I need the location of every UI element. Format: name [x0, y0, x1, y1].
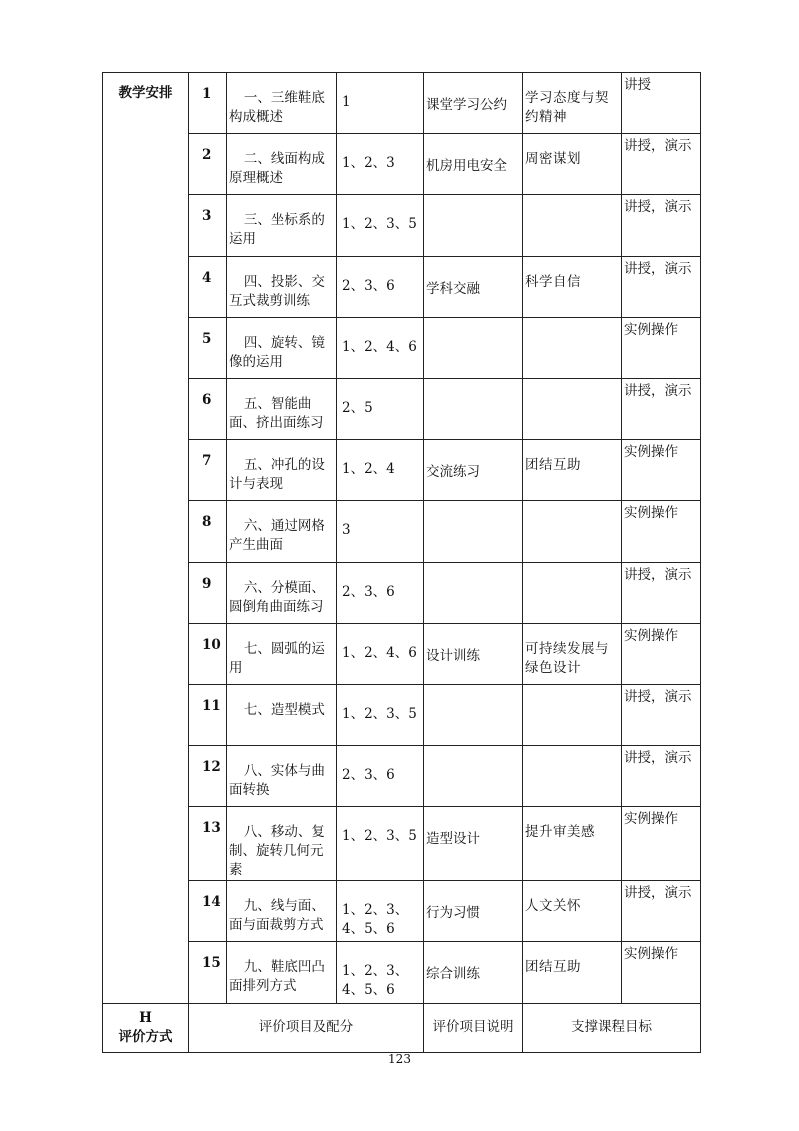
row-value [523, 317, 622, 378]
evaluation-support-header: 支撑课程目标 [523, 1003, 701, 1052]
row-number: 4 [189, 256, 227, 317]
row-ideology: 课堂学习公约 [424, 73, 523, 134]
row-ideology [424, 195, 523, 256]
row-method: 实例操作 [622, 440, 701, 501]
row-topic: 三、坐标系的运用 [227, 195, 337, 256]
row-number: 9 [189, 562, 227, 623]
table-row [103, 746, 701, 807]
row-ideology: 设计训练 [424, 623, 523, 684]
row-value: 团结互助 [523, 440, 622, 501]
row-targets: 1、2、3、4、5、6 [337, 942, 424, 1003]
table-row [103, 256, 701, 317]
row-ideology: 交流练习 [424, 440, 523, 501]
row-number: 12 [189, 746, 227, 807]
row-topic: 八、实体与曲面转换 [227, 746, 337, 807]
row-number: 2 [189, 134, 227, 195]
row-ideology: 行为习惯 [424, 881, 523, 942]
table-row [103, 623, 701, 684]
row-number: 8 [189, 501, 227, 562]
row-topic: 四、旋转、镜像的运用 [227, 317, 337, 378]
table-row [103, 134, 701, 195]
row-value: 提升审美感 [523, 807, 622, 881]
row-method: 讲授，演示 [622, 195, 701, 256]
table-row [103, 73, 701, 134]
row-ideology [424, 684, 523, 745]
row-value [523, 562, 622, 623]
row-method: 讲授，演示 [622, 256, 701, 317]
row-targets: 1、2、3、5 [337, 195, 424, 256]
row-topic: 一、三维鞋底构成概述 [227, 73, 337, 134]
row-value: 科学自信 [523, 256, 622, 317]
row-ideology: 机房用电安全 [424, 134, 523, 195]
row-number: 14 [189, 881, 227, 942]
row-value: 可持续发展与绿色设计 [523, 623, 622, 684]
row-topic: 九、线与面、面与面裁剪方式 [227, 881, 337, 942]
row-method: 讲授，演示 [622, 881, 701, 942]
table-row [103, 807, 701, 881]
row-value: 学习态度与契约精神 [523, 73, 622, 134]
table-row [103, 317, 701, 378]
row-value [523, 746, 622, 807]
row-number: 10 [189, 623, 227, 684]
row-method: 讲授 [622, 73, 701, 134]
row-method: 讲授，演示 [622, 378, 701, 439]
row-number: 1 [189, 73, 227, 134]
row-ideology [424, 378, 523, 439]
row-number: 11 [189, 684, 227, 745]
row-ideology [424, 317, 523, 378]
row-value [523, 378, 622, 439]
row-method: 实例操作 [622, 501, 701, 562]
row-value: 人文关怀 [523, 881, 622, 942]
row-topic: 五、冲孔的设计与表现 [227, 440, 337, 501]
evaluation-section-label [103, 1003, 189, 1052]
row-method: 讲授，演示 [622, 562, 701, 623]
row-number: 7 [189, 440, 227, 501]
table-row [103, 440, 701, 501]
row-value: 团结互助 [523, 942, 622, 1003]
row-value [523, 684, 622, 745]
row-ideology: 学科交融 [424, 256, 523, 317]
row-method: 讲授，演示 [622, 684, 701, 745]
row-targets: 2、3、6 [337, 746, 424, 807]
row-ideology: 造型设计 [424, 807, 523, 881]
row-targets: 2、3、6 [337, 256, 424, 317]
row-value [523, 501, 622, 562]
row-targets: 1、2、3、5 [337, 807, 424, 881]
row-topic: 八、移动、复制、旋转几何元素 [227, 807, 337, 881]
table-row [103, 942, 701, 1003]
evaluation-section-letter: H [139, 1009, 152, 1026]
row-topic: 七、造型模式 [227, 684, 337, 745]
row-number: 13 [189, 807, 227, 881]
row-method: 实例操作 [622, 317, 701, 378]
row-targets: 1、2、4、6 [337, 623, 424, 684]
row-method: 实例操作 [622, 942, 701, 1003]
row-targets: 1、2、4 [337, 440, 424, 501]
row-method: 实例操作 [622, 623, 701, 684]
row-targets: 1 [337, 73, 424, 134]
evaluation-items-header: 评价项目及配分 [189, 1003, 424, 1052]
row-value [523, 195, 622, 256]
row-number: 15 [189, 942, 227, 1003]
row-ideology [424, 562, 523, 623]
row-ideology: 综合训练 [424, 942, 523, 1003]
row-ideology [424, 501, 523, 562]
teaching-schedule-table [102, 72, 701, 1053]
row-number: 6 [189, 378, 227, 439]
page-number: 123 [388, 1052, 411, 1066]
row-topic: 五、智能曲面、挤出面练习 [227, 378, 337, 439]
row-value: 周密谋划 [523, 134, 622, 195]
row-topic: 九、鞋底凹凸面排列方式 [227, 942, 337, 1003]
row-topic: 六、分模面、圆倒角曲面练习 [227, 562, 337, 623]
row-method: 讲授，演示 [622, 746, 701, 807]
row-topic: 二、线面构成原理概述 [227, 134, 337, 195]
row-targets: 1、2、3 [337, 134, 424, 195]
row-targets: 1、2、4、6 [337, 317, 424, 378]
row-targets: 1、2、3、4、5、6 [337, 881, 424, 942]
row-ideology [424, 746, 523, 807]
row-topic: 六、通过网格产生曲面 [227, 501, 337, 562]
row-topic: 四、投影、交互式裁剪训练 [227, 256, 337, 317]
row-topic: 七、圆弧的运用 [227, 623, 337, 684]
table-row [103, 501, 701, 562]
row-method: 实例操作 [622, 807, 701, 881]
row-number: 3 [189, 195, 227, 256]
row-number: 5 [189, 317, 227, 378]
row-targets: 1、2、3、5 [337, 684, 424, 745]
table-row [103, 684, 701, 745]
evaluation-header-row [103, 1003, 701, 1052]
row-method: 讲授，演示 [622, 134, 701, 195]
table-row [103, 881, 701, 942]
row-targets: 2、5 [337, 378, 424, 439]
evaluation-desc-header: 评价项目说明 [424, 1003, 523, 1052]
evaluation-section-title: 评价方式 [118, 1028, 173, 1045]
table-row [103, 562, 701, 623]
row-targets: 2、3、6 [337, 562, 424, 623]
section-label: 教学安排 [103, 73, 189, 1004]
row-targets: 3 [337, 501, 424, 562]
table-row [103, 378, 701, 439]
table-row [103, 195, 701, 256]
